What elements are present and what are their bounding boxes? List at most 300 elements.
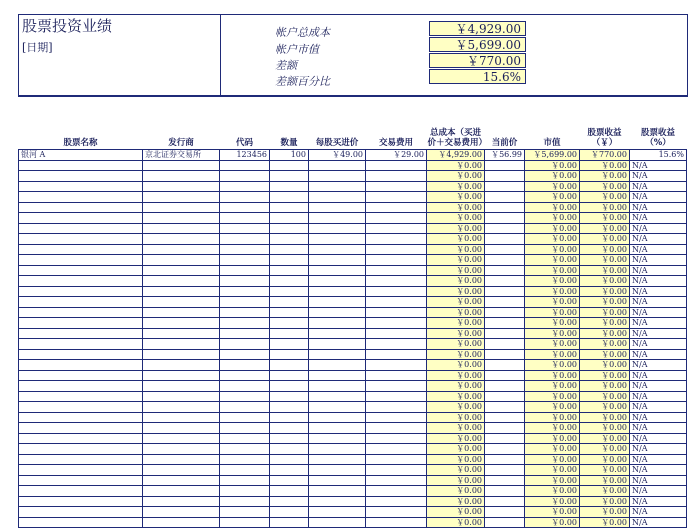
cell-code[interactable] <box>220 412 270 423</box>
cell-total-cost[interactable]: ￥0.00 <box>427 423 485 434</box>
cell-total-cost[interactable]: ￥4,929.00 <box>427 150 485 161</box>
cell-gain-amount[interactable]: ￥0.00 <box>580 318 630 329</box>
cell-quantity[interactable] <box>270 423 309 434</box>
cell-quantity[interactable] <box>270 307 309 318</box>
cell-fee[interactable] <box>366 307 427 318</box>
cell-issuer[interactable] <box>143 370 220 381</box>
cell-fee[interactable] <box>366 433 427 444</box>
cell-issuer[interactable] <box>143 244 220 255</box>
cell-buy-price[interactable] <box>309 244 366 255</box>
cell-stock-name[interactable] <box>19 318 143 329</box>
cell-gain-percent[interactable]: N/A <box>630 475 687 486</box>
cell-quantity[interactable] <box>270 213 309 224</box>
cell-current-price[interactable] <box>485 339 525 350</box>
cell-fee[interactable] <box>366 286 427 297</box>
cell-code[interactable] <box>220 423 270 434</box>
cell-code[interactable] <box>220 507 270 518</box>
cell-issuer[interactable] <box>143 255 220 266</box>
cell-gain-percent[interactable]: N/A <box>630 234 687 245</box>
cell-fee[interactable] <box>366 160 427 171</box>
cell-code[interactable] <box>220 339 270 350</box>
cell-gain-amount[interactable]: ￥0.00 <box>580 486 630 497</box>
cell-current-price[interactable] <box>485 223 525 234</box>
cell-gain-percent[interactable]: N/A <box>630 486 687 497</box>
cell-gain-percent[interactable]: N/A <box>630 318 687 329</box>
cell-stock-name[interactable] <box>19 297 143 308</box>
cell-gain-amount[interactable]: ￥0.00 <box>580 234 630 245</box>
cell-stock-name[interactable] <box>19 433 143 444</box>
cell-gain-percent[interactable]: N/A <box>630 444 687 455</box>
cell-market-value[interactable]: ￥0.00 <box>525 160 580 171</box>
cell-gain-amount[interactable]: ￥0.00 <box>580 192 630 203</box>
cell-total-cost[interactable]: ￥0.00 <box>427 402 485 413</box>
cell-fee[interactable] <box>366 255 427 266</box>
cell-code[interactable] <box>220 486 270 497</box>
cell-gain-amount[interactable]: ￥0.00 <box>580 181 630 192</box>
cell-gain-amount[interactable]: ￥0.00 <box>580 328 630 339</box>
cell-total-cost[interactable]: ￥0.00 <box>427 318 485 329</box>
cell-gain-percent[interactable]: N/A <box>630 507 687 518</box>
cell-issuer[interactable] <box>143 402 220 413</box>
cell-total-cost[interactable]: ￥0.00 <box>427 444 485 455</box>
cell-buy-price[interactable] <box>309 349 366 360</box>
cell-gain-percent[interactable]: N/A <box>630 244 687 255</box>
cell-buy-price[interactable] <box>309 433 366 444</box>
cell-current-price[interactable] <box>485 412 525 423</box>
cell-code[interactable] <box>220 381 270 392</box>
cell-market-value[interactable]: ￥0.00 <box>525 328 580 339</box>
cell-current-price[interactable] <box>485 276 525 287</box>
cell-gain-percent[interactable]: N/A <box>630 412 687 423</box>
cell-buy-price[interactable] <box>309 181 366 192</box>
cell-code[interactable] <box>220 181 270 192</box>
cell-gain-percent[interactable]: N/A <box>630 454 687 465</box>
cell-market-value[interactable]: ￥0.00 <box>525 465 580 476</box>
total-cost-value[interactable]: ￥4,929.00 <box>429 21 526 36</box>
cell-market-value[interactable]: ￥0.00 <box>525 213 580 224</box>
cell-gain-percent[interactable]: N/A <box>630 370 687 381</box>
cell-quantity[interactable] <box>270 202 309 213</box>
cell-total-cost[interactable]: ￥0.00 <box>427 276 485 287</box>
cell-quantity[interactable] <box>270 507 309 518</box>
cell-quantity[interactable] <box>270 265 309 276</box>
cell-quantity[interactable] <box>270 444 309 455</box>
cell-gain-amount[interactable]: ￥0.00 <box>580 255 630 266</box>
cell-code[interactable] <box>220 307 270 318</box>
difference-percent-value[interactable]: 15.6% <box>429 69 526 84</box>
cell-quantity[interactable] <box>270 454 309 465</box>
cell-market-value[interactable]: ￥0.00 <box>525 286 580 297</box>
cell-total-cost[interactable]: ￥0.00 <box>427 265 485 276</box>
cell-issuer[interactable] <box>143 465 220 476</box>
cell-buy-price[interactable] <box>309 507 366 518</box>
cell-issuer[interactable] <box>143 475 220 486</box>
cell-quantity[interactable] <box>270 496 309 507</box>
cell-market-value[interactable]: ￥0.00 <box>525 444 580 455</box>
cell-current-price[interactable] <box>485 234 525 245</box>
cell-issuer[interactable] <box>143 444 220 455</box>
cell-gain-percent[interactable]: N/A <box>630 349 687 360</box>
cell-issuer[interactable] <box>143 328 220 339</box>
cell-total-cost[interactable]: ￥0.00 <box>427 202 485 213</box>
cell-issuer[interactable] <box>143 265 220 276</box>
cell-gain-percent[interactable]: N/A <box>630 255 687 266</box>
cell-gain-percent[interactable]: N/A <box>630 286 687 297</box>
cell-stock-name[interactable] <box>19 507 143 518</box>
cell-gain-amount[interactable]: ￥0.00 <box>580 349 630 360</box>
cell-current-price[interactable] <box>485 454 525 465</box>
cell-buy-price[interactable] <box>309 328 366 339</box>
cell-buy-price[interactable] <box>309 307 366 318</box>
cell-market-value[interactable]: ￥0.00 <box>525 475 580 486</box>
cell-code[interactable] <box>220 475 270 486</box>
cell-quantity[interactable] <box>270 171 309 182</box>
cell-current-price[interactable] <box>485 486 525 497</box>
cell-gain-amount[interactable]: ￥0.00 <box>580 444 630 455</box>
cell-market-value[interactable]: ￥0.00 <box>525 171 580 182</box>
cell-stock-name[interactable] <box>19 192 143 203</box>
cell-stock-name[interactable] <box>19 339 143 350</box>
cell-fee[interactable] <box>366 297 427 308</box>
cell-stock-name[interactable]: 银河 A <box>19 150 143 161</box>
cell-issuer[interactable] <box>143 381 220 392</box>
cell-total-cost[interactable]: ￥0.00 <box>427 465 485 476</box>
cell-issuer[interactable] <box>143 171 220 182</box>
cell-code[interactable] <box>220 349 270 360</box>
cell-issuer[interactable] <box>143 486 220 497</box>
cell-gain-amount[interactable]: ￥0.00 <box>580 307 630 318</box>
cell-fee[interactable] <box>366 454 427 465</box>
cell-current-price[interactable] <box>485 360 525 371</box>
cell-market-value[interactable]: ￥0.00 <box>525 244 580 255</box>
cell-code[interactable] <box>220 328 270 339</box>
cell-code[interactable] <box>220 517 270 528</box>
cell-code[interactable] <box>220 454 270 465</box>
cell-stock-name[interactable] <box>19 496 143 507</box>
cell-issuer[interactable] <box>143 160 220 171</box>
cell-total-cost[interactable]: ￥0.00 <box>427 370 485 381</box>
cell-issuer[interactable] <box>143 423 220 434</box>
cell-buy-price[interactable] <box>309 517 366 528</box>
cell-quantity[interactable] <box>270 223 309 234</box>
cell-buy-price[interactable] <box>309 465 366 476</box>
cell-gain-percent[interactable]: N/A <box>630 213 687 224</box>
cell-code[interactable] <box>220 265 270 276</box>
cell-stock-name[interactable] <box>19 213 143 224</box>
cell-total-cost[interactable]: ￥0.00 <box>427 412 485 423</box>
date-placeholder[interactable]: [日期] <box>22 41 53 54</box>
cell-fee[interactable] <box>366 276 427 287</box>
cell-issuer[interactable] <box>143 360 220 371</box>
difference-value[interactable]: ￥770.00 <box>429 53 526 68</box>
cell-market-value[interactable]: ￥0.00 <box>525 496 580 507</box>
cell-fee[interactable] <box>366 444 427 455</box>
cell-total-cost[interactable]: ￥0.00 <box>427 171 485 182</box>
cell-current-price[interactable] <box>485 171 525 182</box>
cell-stock-name[interactable] <box>19 391 143 402</box>
cell-current-price[interactable] <box>485 244 525 255</box>
cell-fee[interactable] <box>366 486 427 497</box>
cell-issuer[interactable] <box>143 213 220 224</box>
cell-gain-amount[interactable]: ￥0.00 <box>580 223 630 234</box>
cell-buy-price[interactable] <box>309 381 366 392</box>
cell-gain-percent[interactable]: N/A <box>630 202 687 213</box>
cell-quantity[interactable] <box>270 402 309 413</box>
cell-quantity[interactable] <box>270 244 309 255</box>
cell-total-cost[interactable]: ￥0.00 <box>427 339 485 350</box>
cell-buy-price[interactable] <box>309 171 366 182</box>
cell-fee[interactable] <box>366 265 427 276</box>
cell-code[interactable] <box>220 171 270 182</box>
cell-buy-price[interactable] <box>309 412 366 423</box>
cell-market-value[interactable]: ￥0.00 <box>525 370 580 381</box>
cell-quantity[interactable] <box>270 286 309 297</box>
cell-issuer[interactable] <box>143 318 220 329</box>
cell-code[interactable] <box>220 402 270 413</box>
cell-current-price[interactable] <box>485 318 525 329</box>
cell-gain-percent[interactable]: N/A <box>630 328 687 339</box>
cell-buy-price[interactable] <box>309 234 366 245</box>
cell-market-value[interactable]: ￥0.00 <box>525 391 580 402</box>
cell-market-value[interactable]: ￥0.00 <box>525 265 580 276</box>
cell-market-value[interactable]: ￥0.00 <box>525 339 580 350</box>
cell-quantity[interactable] <box>270 318 309 329</box>
cell-code[interactable] <box>220 244 270 255</box>
cell-buy-price[interactable] <box>309 318 366 329</box>
cell-fee[interactable] <box>366 234 427 245</box>
cell-issuer[interactable] <box>143 433 220 444</box>
cell-gain-amount[interactable]: ￥0.00 <box>580 297 630 308</box>
cell-gain-percent[interactable]: 15.6% <box>630 150 687 161</box>
cell-market-value[interactable]: ￥0.00 <box>525 360 580 371</box>
cell-buy-price[interactable] <box>309 475 366 486</box>
cell-issuer[interactable] <box>143 496 220 507</box>
cell-current-price[interactable] <box>485 265 525 276</box>
cell-current-price[interactable] <box>485 202 525 213</box>
cell-total-cost[interactable]: ￥0.00 <box>427 517 485 528</box>
cell-gain-amount[interactable]: ￥0.00 <box>580 412 630 423</box>
cell-current-price[interactable] <box>485 423 525 434</box>
cell-issuer[interactable] <box>143 234 220 245</box>
cell-buy-price[interactable] <box>309 402 366 413</box>
cell-stock-name[interactable] <box>19 454 143 465</box>
cell-gain-percent[interactable]: N/A <box>630 391 687 402</box>
cell-code[interactable] <box>220 360 270 371</box>
cell-fee[interactable] <box>366 423 427 434</box>
cell-fee[interactable] <box>366 328 427 339</box>
cell-total-cost[interactable]: ￥0.00 <box>427 160 485 171</box>
cell-buy-price[interactable] <box>309 391 366 402</box>
cell-quantity[interactable] <box>270 370 309 381</box>
cell-gain-amount[interactable]: ￥0.00 <box>580 454 630 465</box>
cell-fee[interactable] <box>366 223 427 234</box>
cell-gain-percent[interactable]: N/A <box>630 496 687 507</box>
cell-issuer[interactable] <box>143 391 220 402</box>
cell-total-cost[interactable]: ￥0.00 <box>427 433 485 444</box>
cell-fee[interactable] <box>366 391 427 402</box>
cell-gain-percent[interactable]: N/A <box>630 192 687 203</box>
cell-total-cost[interactable]: ￥0.00 <box>427 496 485 507</box>
cell-current-price[interactable] <box>485 160 525 171</box>
cell-fee[interactable] <box>366 517 427 528</box>
cell-code[interactable] <box>220 213 270 224</box>
cell-market-value[interactable]: ￥0.00 <box>525 433 580 444</box>
cell-total-cost[interactable]: ￥0.00 <box>427 192 485 203</box>
cell-market-value[interactable]: ￥0.00 <box>525 181 580 192</box>
cell-quantity[interactable] <box>270 234 309 245</box>
cell-gain-percent[interactable]: N/A <box>630 339 687 350</box>
cell-gain-percent[interactable]: N/A <box>630 360 687 371</box>
cell-stock-name[interactable] <box>19 402 143 413</box>
cell-stock-name[interactable] <box>19 181 143 192</box>
cell-gain-amount[interactable]: ￥0.00 <box>580 402 630 413</box>
cell-code[interactable] <box>220 444 270 455</box>
cell-issuer[interactable]: 京北证券交易所 <box>143 150 220 161</box>
cell-issuer[interactable] <box>143 181 220 192</box>
cell-gain-amount[interactable]: ￥0.00 <box>580 265 630 276</box>
cell-stock-name[interactable] <box>19 286 143 297</box>
cell-gain-amount[interactable]: ￥0.00 <box>580 465 630 476</box>
cell-issuer[interactable] <box>143 307 220 318</box>
cell-gain-amount[interactable]: ￥0.00 <box>580 202 630 213</box>
cell-market-value[interactable]: ￥0.00 <box>525 423 580 434</box>
cell-fee[interactable] <box>366 202 427 213</box>
cell-quantity[interactable] <box>270 181 309 192</box>
cell-total-cost[interactable]: ￥0.00 <box>427 244 485 255</box>
cell-buy-price[interactable] <box>309 223 366 234</box>
cell-market-value[interactable]: ￥0.00 <box>525 255 580 266</box>
cell-code[interactable] <box>220 202 270 213</box>
cell-gain-amount[interactable]: ￥0.00 <box>580 391 630 402</box>
cell-quantity[interactable] <box>270 391 309 402</box>
cell-gain-percent[interactable]: N/A <box>630 433 687 444</box>
cell-gain-amount[interactable]: ￥770.00 <box>580 150 630 161</box>
cell-code[interactable] <box>220 223 270 234</box>
cell-total-cost[interactable]: ￥0.00 <box>427 223 485 234</box>
cell-fee[interactable] <box>366 496 427 507</box>
cell-market-value[interactable]: ￥0.00 <box>525 307 580 318</box>
cell-gain-percent[interactable]: N/A <box>630 265 687 276</box>
cell-fee[interactable] <box>366 370 427 381</box>
cell-quantity[interactable] <box>270 517 309 528</box>
cell-fee[interactable] <box>366 244 427 255</box>
cell-current-price[interactable] <box>485 391 525 402</box>
cell-total-cost[interactable]: ￥0.00 <box>427 507 485 518</box>
cell-gain-amount[interactable]: ￥0.00 <box>580 244 630 255</box>
cell-fee[interactable] <box>366 349 427 360</box>
cell-gain-amount[interactable]: ￥0.00 <box>580 370 630 381</box>
cell-buy-price[interactable] <box>309 454 366 465</box>
cell-current-price[interactable]: ￥56.99 <box>485 150 525 161</box>
cell-quantity[interactable] <box>270 486 309 497</box>
cell-quantity[interactable] <box>270 339 309 350</box>
cell-current-price[interactable] <box>485 465 525 476</box>
cell-code[interactable] <box>220 286 270 297</box>
cell-current-price[interactable] <box>485 213 525 224</box>
cell-fee[interactable] <box>366 412 427 423</box>
cell-code[interactable] <box>220 234 270 245</box>
cell-code[interactable] <box>220 496 270 507</box>
cell-buy-price[interactable] <box>309 255 366 266</box>
cell-issuer[interactable] <box>143 507 220 518</box>
cell-issuer[interactable] <box>143 286 220 297</box>
cell-stock-name[interactable] <box>19 381 143 392</box>
cell-total-cost[interactable]: ￥0.00 <box>427 360 485 371</box>
cell-market-value[interactable]: ￥0.00 <box>525 402 580 413</box>
cell-market-value[interactable]: ￥0.00 <box>525 486 580 497</box>
cell-market-value[interactable]: ￥0.00 <box>525 454 580 465</box>
cell-buy-price[interactable] <box>309 213 366 224</box>
cell-gain-amount[interactable]: ￥0.00 <box>580 433 630 444</box>
cell-gain-percent[interactable]: N/A <box>630 517 687 528</box>
cell-current-price[interactable] <box>485 496 525 507</box>
cell-market-value[interactable]: ￥0.00 <box>525 202 580 213</box>
cell-stock-name[interactable] <box>19 360 143 371</box>
cell-buy-price[interactable] <box>309 286 366 297</box>
cell-stock-name[interactable] <box>19 265 143 276</box>
cell-issuer[interactable] <box>143 412 220 423</box>
cell-buy-price[interactable] <box>309 370 366 381</box>
cell-quantity[interactable] <box>270 433 309 444</box>
cell-stock-name[interactable] <box>19 328 143 339</box>
cell-gain-amount[interactable]: ￥0.00 <box>580 381 630 392</box>
cell-code[interactable]: 123456 <box>220 150 270 161</box>
cell-code[interactable] <box>220 255 270 266</box>
cell-fee[interactable] <box>366 213 427 224</box>
cell-issuer[interactable] <box>143 454 220 465</box>
cell-stock-name[interactable] <box>19 234 143 245</box>
cell-market-value[interactable]: ￥0.00 <box>525 381 580 392</box>
cell-current-price[interactable] <box>485 507 525 518</box>
cell-gain-amount[interactable]: ￥0.00 <box>580 360 630 371</box>
cell-total-cost[interactable]: ￥0.00 <box>427 349 485 360</box>
cell-total-cost[interactable]: ￥0.00 <box>427 381 485 392</box>
cell-market-value[interactable]: ￥0.00 <box>525 234 580 245</box>
cell-stock-name[interactable] <box>19 444 143 455</box>
cell-quantity[interactable] <box>270 328 309 339</box>
cell-current-price[interactable] <box>485 433 525 444</box>
cell-gain-percent[interactable]: N/A <box>630 465 687 476</box>
cell-code[interactable] <box>220 370 270 381</box>
cell-buy-price[interactable] <box>309 444 366 455</box>
cell-fee[interactable] <box>366 381 427 392</box>
cell-total-cost[interactable]: ￥0.00 <box>427 328 485 339</box>
cell-stock-name[interactable] <box>19 423 143 434</box>
cell-stock-name[interactable] <box>19 307 143 318</box>
cell-total-cost[interactable]: ￥0.00 <box>427 255 485 266</box>
cell-stock-name[interactable] <box>19 349 143 360</box>
cell-gain-percent[interactable]: N/A <box>630 307 687 318</box>
cell-code[interactable] <box>220 276 270 287</box>
cell-current-price[interactable] <box>485 370 525 381</box>
cell-buy-price[interactable] <box>309 160 366 171</box>
cell-current-price[interactable] <box>485 475 525 486</box>
cell-buy-price[interactable] <box>309 297 366 308</box>
cell-fee[interactable] <box>366 171 427 182</box>
cell-fee[interactable] <box>366 181 427 192</box>
cell-quantity[interactable]: 100 <box>270 150 309 161</box>
cell-gain-amount[interactable]: ￥0.00 <box>580 475 630 486</box>
cell-current-price[interactable] <box>485 349 525 360</box>
cell-code[interactable] <box>220 391 270 402</box>
cell-issuer[interactable] <box>143 202 220 213</box>
cell-buy-price[interactable] <box>309 496 366 507</box>
cell-gain-percent[interactable]: N/A <box>630 223 687 234</box>
cell-fee[interactable] <box>366 339 427 350</box>
cell-buy-price[interactable]: ￥49.00 <box>309 150 366 161</box>
cell-issuer[interactable] <box>143 517 220 528</box>
cell-quantity[interactable] <box>270 349 309 360</box>
